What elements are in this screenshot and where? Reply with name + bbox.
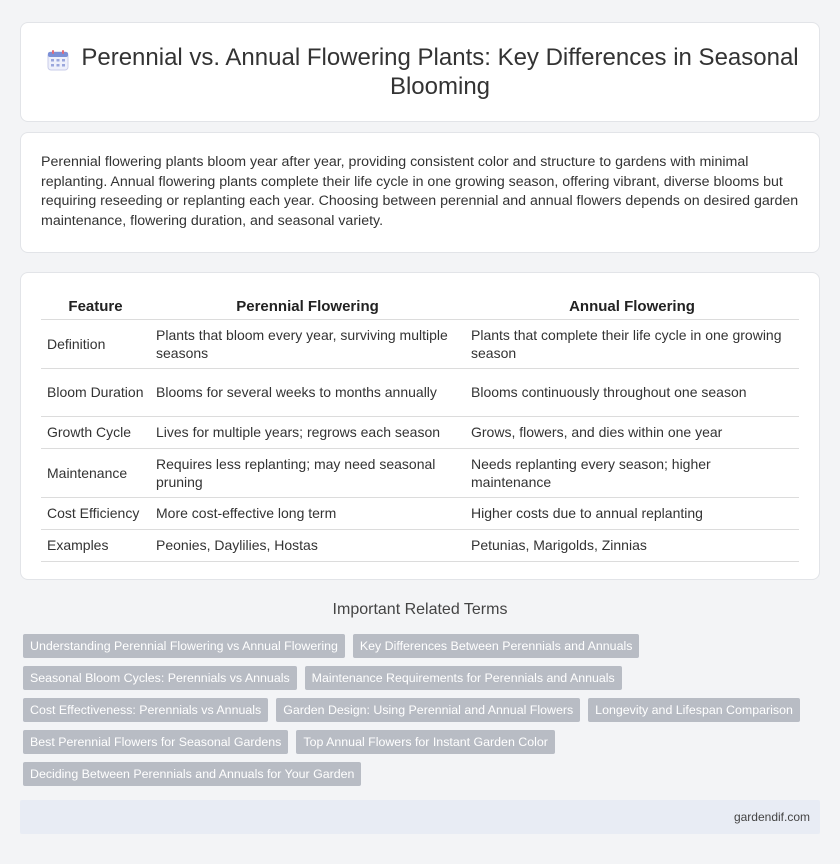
table-cell: Growth Cycle [41,416,150,448]
intro-card [20,132,820,253]
table-row [41,416,799,448]
table-row [41,448,799,497]
footer [20,800,820,834]
table-cell: Lives for multiple years; regrows each season [150,416,465,448]
related-term-tag[interactable]: Garden Design: Using Perennial and Annual Flowers [276,698,580,722]
related-term-tag[interactable]: Longevity and Lifespan Comparison [588,698,800,722]
table-cell: Plants that complete their life cycle in one growing season [465,319,799,368]
related-term-tag[interactable]: Maintenance Requirements for Perennials and Annuals [305,666,622,690]
table-cell: Blooms for several weeks to months annually [150,368,465,416]
related-terms-title: Important Related Terms [332,601,508,618]
table-cell: Examples [41,529,150,561]
footer-site-link[interactable]: gardendif.com [733,810,810,824]
header-card [20,22,820,122]
table-row [41,319,799,368]
comparison-table [41,293,799,562]
related-term-tag[interactable]: Top Annual Flowers for Instant Garden Color [296,730,555,754]
table-header-row [41,293,799,319]
page-title: Perennial vs. Annual Flowering Plants: Key Differences in Seasonal Blooming [81,44,799,100]
calendar-icon [47,49,69,71]
related-terms-list [23,634,813,794]
header-annual: Annual Flowering [465,293,799,319]
table-cell: Peonies, Daylilies, Hostas [150,529,465,561]
related-term-tag[interactable]: Deciding Between Perennials and Annuals for Your Garden [23,762,361,786]
comparison-card [20,272,820,580]
table-cell: Requires less replanting; may need seasonal pruning [150,448,465,497]
table-cell: Blooms continuously throughout one season [465,368,799,416]
related-term-tag[interactable]: Seasonal Bloom Cycles: Perennials vs Annuals [23,666,297,690]
intro-paragraph: Perennial flowering plants bloom year after year, providing consistent color and structure to gardens with minimal replanting. Annual flowering plants complete their life cycle in one growing season, offering vibrant, diverse blooms but requiring reseeding or replanting each year. Choosing between perennial and annual flowers depends on desired garden maintenance, flowering duration, and seasonal variety. [41,154,799,229]
table-cell: Cost Efficiency [41,497,150,529]
table-cell: Maintenance [41,448,150,497]
table-cell: Plants that bloom every year, surviving multiple seasons [150,319,465,368]
related-term-tag[interactable]: Cost Effectiveness: Perennials vs Annuals [23,698,268,722]
table-row [41,529,799,561]
table-cell: Grows, flowers, and dies within one year [465,416,799,448]
table-cell: Petunias, Marigolds, Zinnias [465,529,799,561]
table-row [41,497,799,529]
header-perennial: Perennial Flowering [150,293,465,319]
table-cell: Higher costs due to annual replanting [465,497,799,529]
related-term-tag[interactable]: Best Perennial Flowers for Seasonal Gardens [23,730,288,754]
related-term-tag[interactable]: Understanding Perennial Flowering vs Annual Flowering [23,634,345,658]
header-feature: Feature [41,293,150,319]
table-cell: Definition [41,319,150,368]
table-cell: Needs replanting every season; higher maintenance [465,448,799,497]
table-cell: More cost-effective long term [150,497,465,529]
table-cell: Bloom Duration [41,368,150,416]
related-term-tag[interactable]: Key Differences Between Perennials and Annuals [353,634,640,658]
table-row [41,368,799,416]
